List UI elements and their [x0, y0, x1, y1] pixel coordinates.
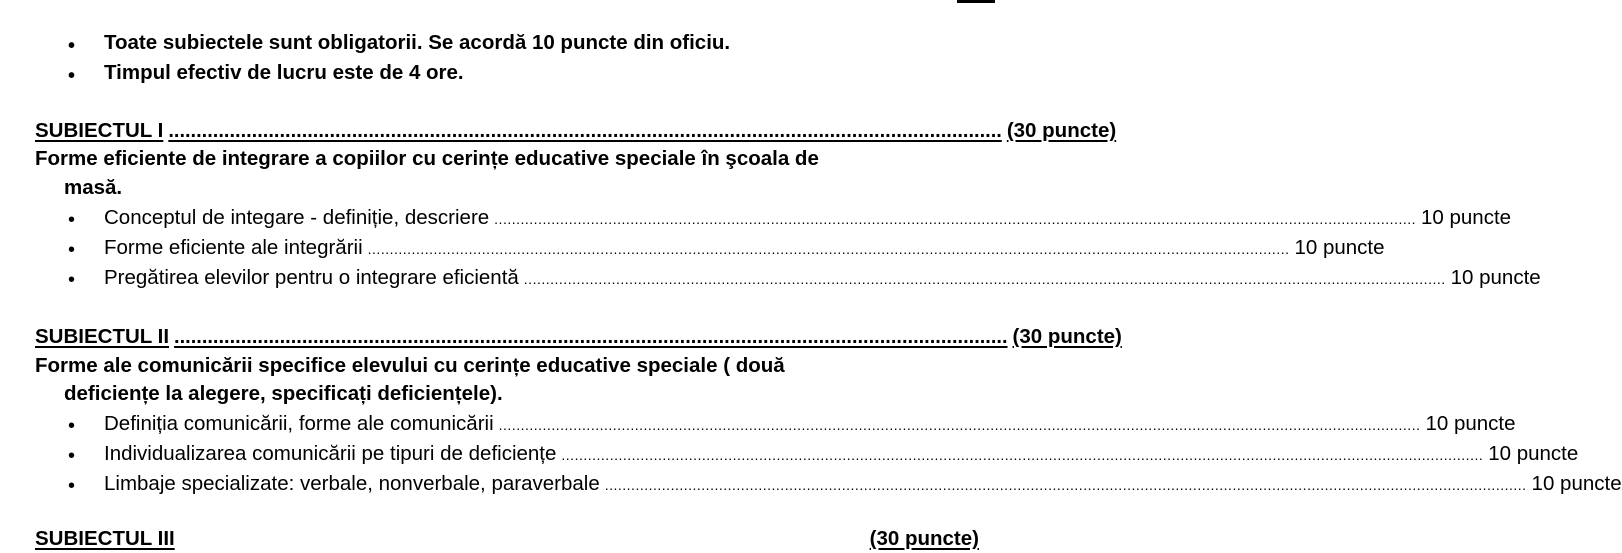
dot-leader: ..................................................................................................................................................................................................................: [523, 271, 1446, 287]
subject-heading-row: [35, 325, 1122, 351]
item-text: Definiția comunicării, forme ale comunicării: [104, 412, 494, 435]
dot-leader: ..................................................................................................................................................................................................................: [498, 417, 1421, 433]
item-text: Pregătirea elevilor pentru o integrare eficientă: [104, 266, 519, 289]
item-points: 10 puncte: [1421, 206, 1512, 229]
list-item: [104, 442, 1579, 468]
list-item: [104, 472, 1622, 498]
item-text: Individualizarea comunicării pe tipuri de deficiențe: [104, 442, 557, 465]
subject-heading-row: [35, 527, 979, 553]
bullet-icon: •: [68, 239, 76, 261]
subject-title-continued: masă.: [64, 176, 123, 199]
item-points: 10 puncte: [1531, 472, 1622, 495]
list-item: [104, 236, 1385, 262]
top-rule-fragment: [957, 0, 995, 3]
subject-points: (30 puncte): [869, 527, 979, 550]
dot-leader: ..................................................................................................................................................................................................................: [604, 477, 1527, 493]
bullet-icon: •: [68, 35, 76, 57]
subject-points: (30 puncte): [1006, 119, 1117, 142]
instruction-line: Timpul efectiv de lucru este de 4 ore.: [104, 61, 464, 84]
bullet-icon: •: [68, 415, 76, 437]
instruction-line: Toate subiectele sunt obligatorii. Se acordă 10 puncte din oficiu.: [104, 31, 731, 54]
bullet-icon: •: [68, 269, 76, 291]
bullet-icon: •: [68, 445, 76, 467]
dot-leader: ......................................................................................................................................................: [174, 326, 1008, 348]
subject-points: (30 puncte): [1012, 325, 1122, 348]
dot-leader: ..................................................................................................................................................................................................................: [494, 211, 1416, 227]
item-points: 10 puncte: [1450, 266, 1541, 289]
subject-heading: SUBIECTUL III: [35, 527, 175, 550]
item-points: 10 puncte: [1425, 412, 1516, 435]
subject-heading-row: [35, 119, 1117, 145]
subject-title: Forme ale comunicării specifice elevului cu cerințe educative speciale ( două: [35, 354, 785, 377]
subject-title-continued: deficiențe la alegere, specificați deficiențele).: [64, 382, 503, 405]
dot-leader: ..................................................................................................................................................................................................................: [561, 447, 1484, 463]
item-points: 10 puncte: [1294, 236, 1385, 259]
dot-leader: ..................................................................................................................................................................................................................: [367, 241, 1290, 257]
bullet-icon: •: [68, 209, 76, 231]
list-item: [104, 412, 1516, 438]
bullet-icon: •: [68, 65, 76, 87]
list-item: [104, 206, 1512, 232]
item-text: Forme eficiente ale integrării: [104, 236, 363, 259]
subject-heading: SUBIECTUL II: [35, 325, 170, 348]
dot-leader: ......................................................................................................................................................: [168, 120, 1002, 142]
item-text: Limbaje specializate: verbale, nonverbale, paraverbale: [104, 472, 600, 495]
item-text: Conceptul de integare - definiție, descriere: [104, 206, 490, 229]
list-item: [104, 266, 1541, 292]
subject-title: Forme eficiente de integrare a copiilor cu cerințe educative speciale în şcoala de: [35, 147, 819, 170]
subject-heading: SUBIECTUL I: [35, 119, 164, 142]
bullet-icon: •: [68, 475, 76, 497]
item-points: 10 puncte: [1488, 442, 1579, 465]
